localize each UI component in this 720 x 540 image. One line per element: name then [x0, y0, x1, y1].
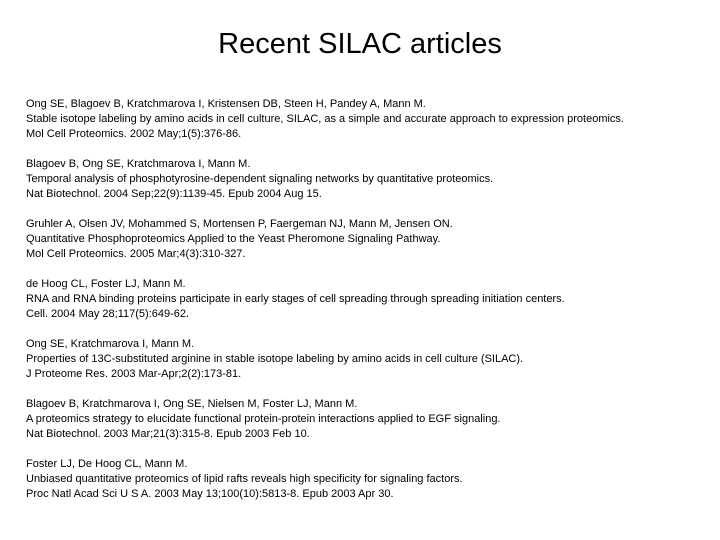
reference-item: [26, 157, 706, 202]
reference-citation: Cell. 2004 May 28;117(5):649-62.: [26, 308, 190, 320]
reference-citation: J Proteome Res. 2003 Mar-Apr;2(2):173-81.: [26, 368, 242, 380]
reference-citation: Mol Cell Proteomics. 2005 Mar;4(3):310-327.: [26, 248, 246, 260]
reference-authors: de Hoog CL, Foster LJ, Mann M.: [26, 278, 186, 290]
reference-authors: Ong SE, Blagoev B, Kratchmarova I, Kristensen DB, Steen H, Pandey A, Mann M.: [26, 98, 426, 110]
reference-title: Quantitative Phosphoproteomics Applied to the Yeast Pheromone Signaling Pathway.: [26, 233, 441, 245]
reference-authors: Blagoev B, Kratchmarova I, Ong SE, Nielsen M, Foster LJ, Mann M.: [26, 398, 358, 410]
reference-authors: Ong SE, Kratchmarova I, Mann M.: [26, 338, 195, 350]
reference-citation: Nat Biotechnol. 2004 Sep;22(9):1139-45. Epub 2004 Aug 15.: [26, 188, 322, 200]
reference-citation: Proc Natl Acad Sci U S A. 2003 May 13;100(10):5813-8. Epub 2003 Apr 30.: [26, 488, 394, 500]
reference-authors: Foster LJ, De Hoog CL, Mann M.: [26, 458, 188, 470]
slide-title: Recent SILAC articles: [218, 28, 502, 60]
reference-citation: Nat Biotechnol. 2003 Mar;21(3):315-8. Epub 2003 Feb 10.: [26, 428, 310, 440]
reference-authors: Gruhler A, Olsen JV, Mohammed S, Mortensen P, Faergeman NJ, Mann M, Jensen ON.: [26, 218, 453, 230]
reference-item: [26, 457, 706, 502]
reference-title: Properties of 13C-substituted arginine in stable isotope labeling by amino acids in cell culture (SILAC).: [26, 353, 524, 365]
reference-item: [26, 97, 706, 142]
reference-item: [26, 277, 706, 322]
reference-authors: Blagoev B, Ong SE, Kratchmarova I, Mann M.: [26, 158, 251, 170]
reference-title: A proteomics strategy to elucidate functional protein-protein interactions applied to EGF signaling.: [26, 413, 501, 425]
reference-title: Unbiased quantitative proteomics of lipid rafts reveals high specificity for signaling factors.: [26, 473, 463, 485]
reference-list: [26, 97, 706, 517]
reference-item: [26, 397, 706, 442]
reference-title: Stable isotope labeling by amino acids in cell culture, SILAC, as a simple and accurate approach to expression proteomics.: [26, 113, 624, 125]
reference-item: [26, 337, 706, 382]
reference-item: [26, 217, 706, 262]
reference-title: RNA and RNA binding proteins participate in early stages of cell spreading through spreading initiation centers.: [26, 293, 565, 305]
reference-title: Temporal analysis of phosphotyrosine-dependent signaling networks by quantitative proteomics.: [26, 173, 494, 185]
reference-citation: Mol Cell Proteomics. 2002 May;1(5):376-86.: [26, 128, 242, 140]
